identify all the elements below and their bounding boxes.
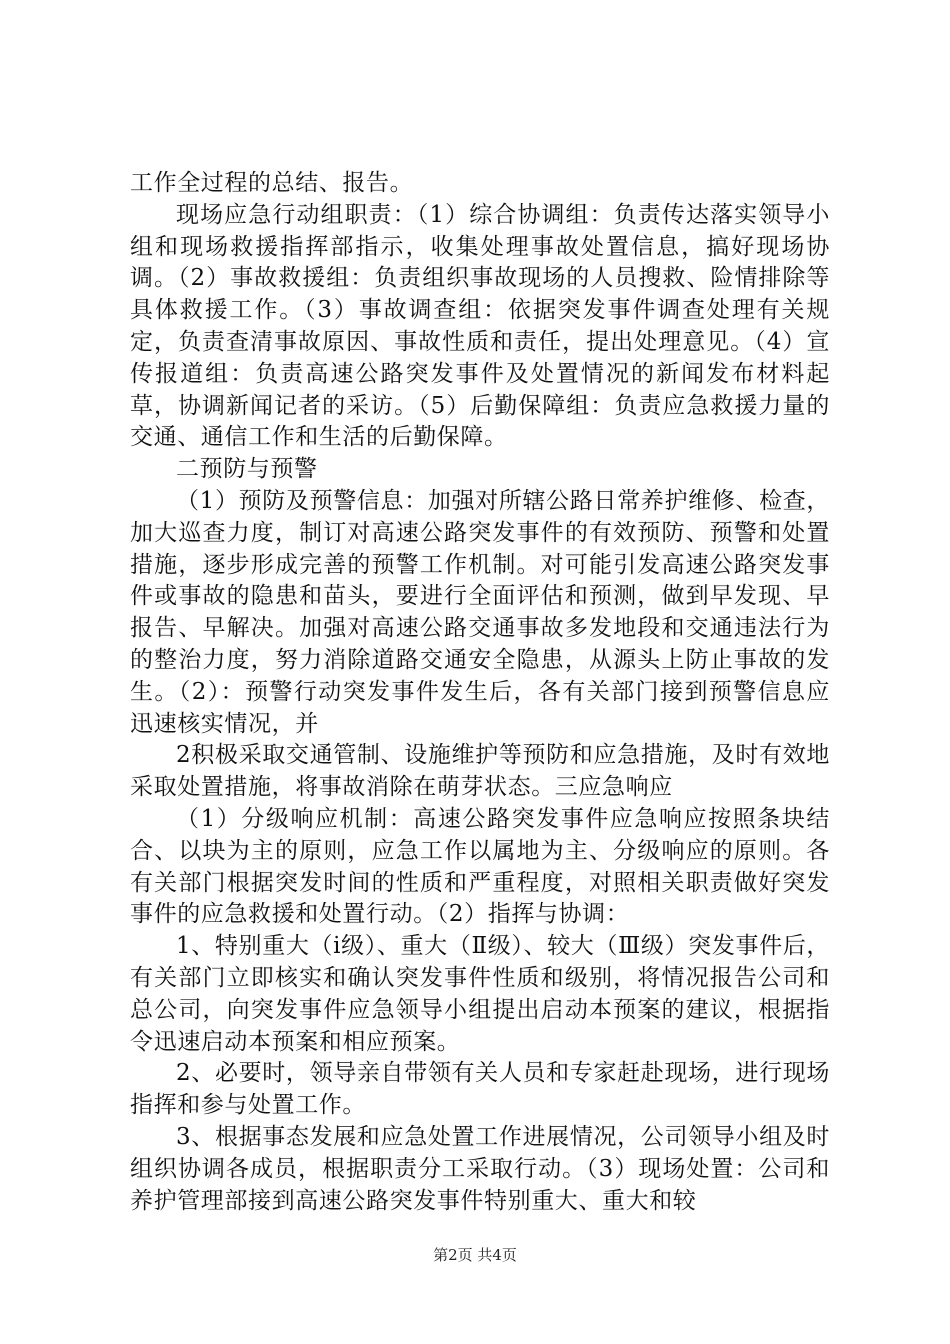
paragraph-8: 2、必要时，领导亲自带领有关人员和专家赶赴现场，进行现场指挥和参与处置工作。 [130,1060,830,1119]
page-number-footer: 第2页 共4页 [433,1246,517,1264]
paragraph-1: 工作全过程的总结、报告。 [130,170,414,196]
paragraph-7: 1、特别重大（i级）、重大（Ⅱ级）、较大（Ⅲ级）突发事件后，有关部门立即核实和确认突发事件性质和级别，将情况报告公司和总公司，向突发事件应急领导小组提出启动本预案的建议，根据指令迅速启动本预案和相应预案。 [130,933,830,1055]
paragraph-6: （1）分级响应机制：高速公路突发事件应急响应按照条块结合、以块为主的原则，应急工作以属地为主、分级响应的原则。各有关部门根据突发时间的性质和严重程度，对照相关职责做好突发事件的应急救援和处置行动。（2）指挥与协调： [130,805,830,928]
paragraph-5: 2积极采取交通管制、设施维护等预防和应急措施，及时有效地采取处置措施，将事故消除在萌芽状态。三应急响应 [130,742,830,801]
paragraph-9: 3、根据事态发展和应急处置工作进展情况，公司领导小组及时组织协调各成员，根据职责分工采取行动。（3）现场处置：公司和养护管理部接到高速公路突发事件特别重大、重大和较 [130,1123,830,1214]
paragraph-2: 现场应急行动组职责：（1）综合协调组：负责传达落实领导小组和现场救援指挥部指示，收集处理事故处置信息，搞好现场协调。（2）事故救援组：负责组织事故现场的人员搜救、险情排除等具体救援工作。（3）事故调查组：依据突发事件调查处理有关规定，负责查清事故原因、事故性质和责任，提出处理意见。（4）宣传报道组：负责高速公路突发事件及处置情况的新闻发布材料起草，协调新闻记者的采访。（5）后勤保障组：负责应急救援力量的交通、通信工作和生活的后勤保障。 [130,201,830,451]
paragraph-4: （1）预防及预警信息：加强对所辖公路日常养护维修、检查，加大巡查力度，制订对高速公路突发事件的有效预防、预警和处置措施，逐步形成完善的预警工作机制。对可能引发高速公路突发事件或事故的隐患和苗头，要进行全面评估和预测，做到早发现、早报告、早解决。加强对高速公路交通事故多发地段和交通违法行为的整治力度，努力消除道路交通安全隐患，从源头上防止事故的发生。（2）：预警行动突发事件发生后，各有关部门接到预警信息应迅速核实情况，并 [130,487,830,737]
section-heading-prevention: 二预防与预警 [176,456,318,483]
document-body [130,168,830,1217]
